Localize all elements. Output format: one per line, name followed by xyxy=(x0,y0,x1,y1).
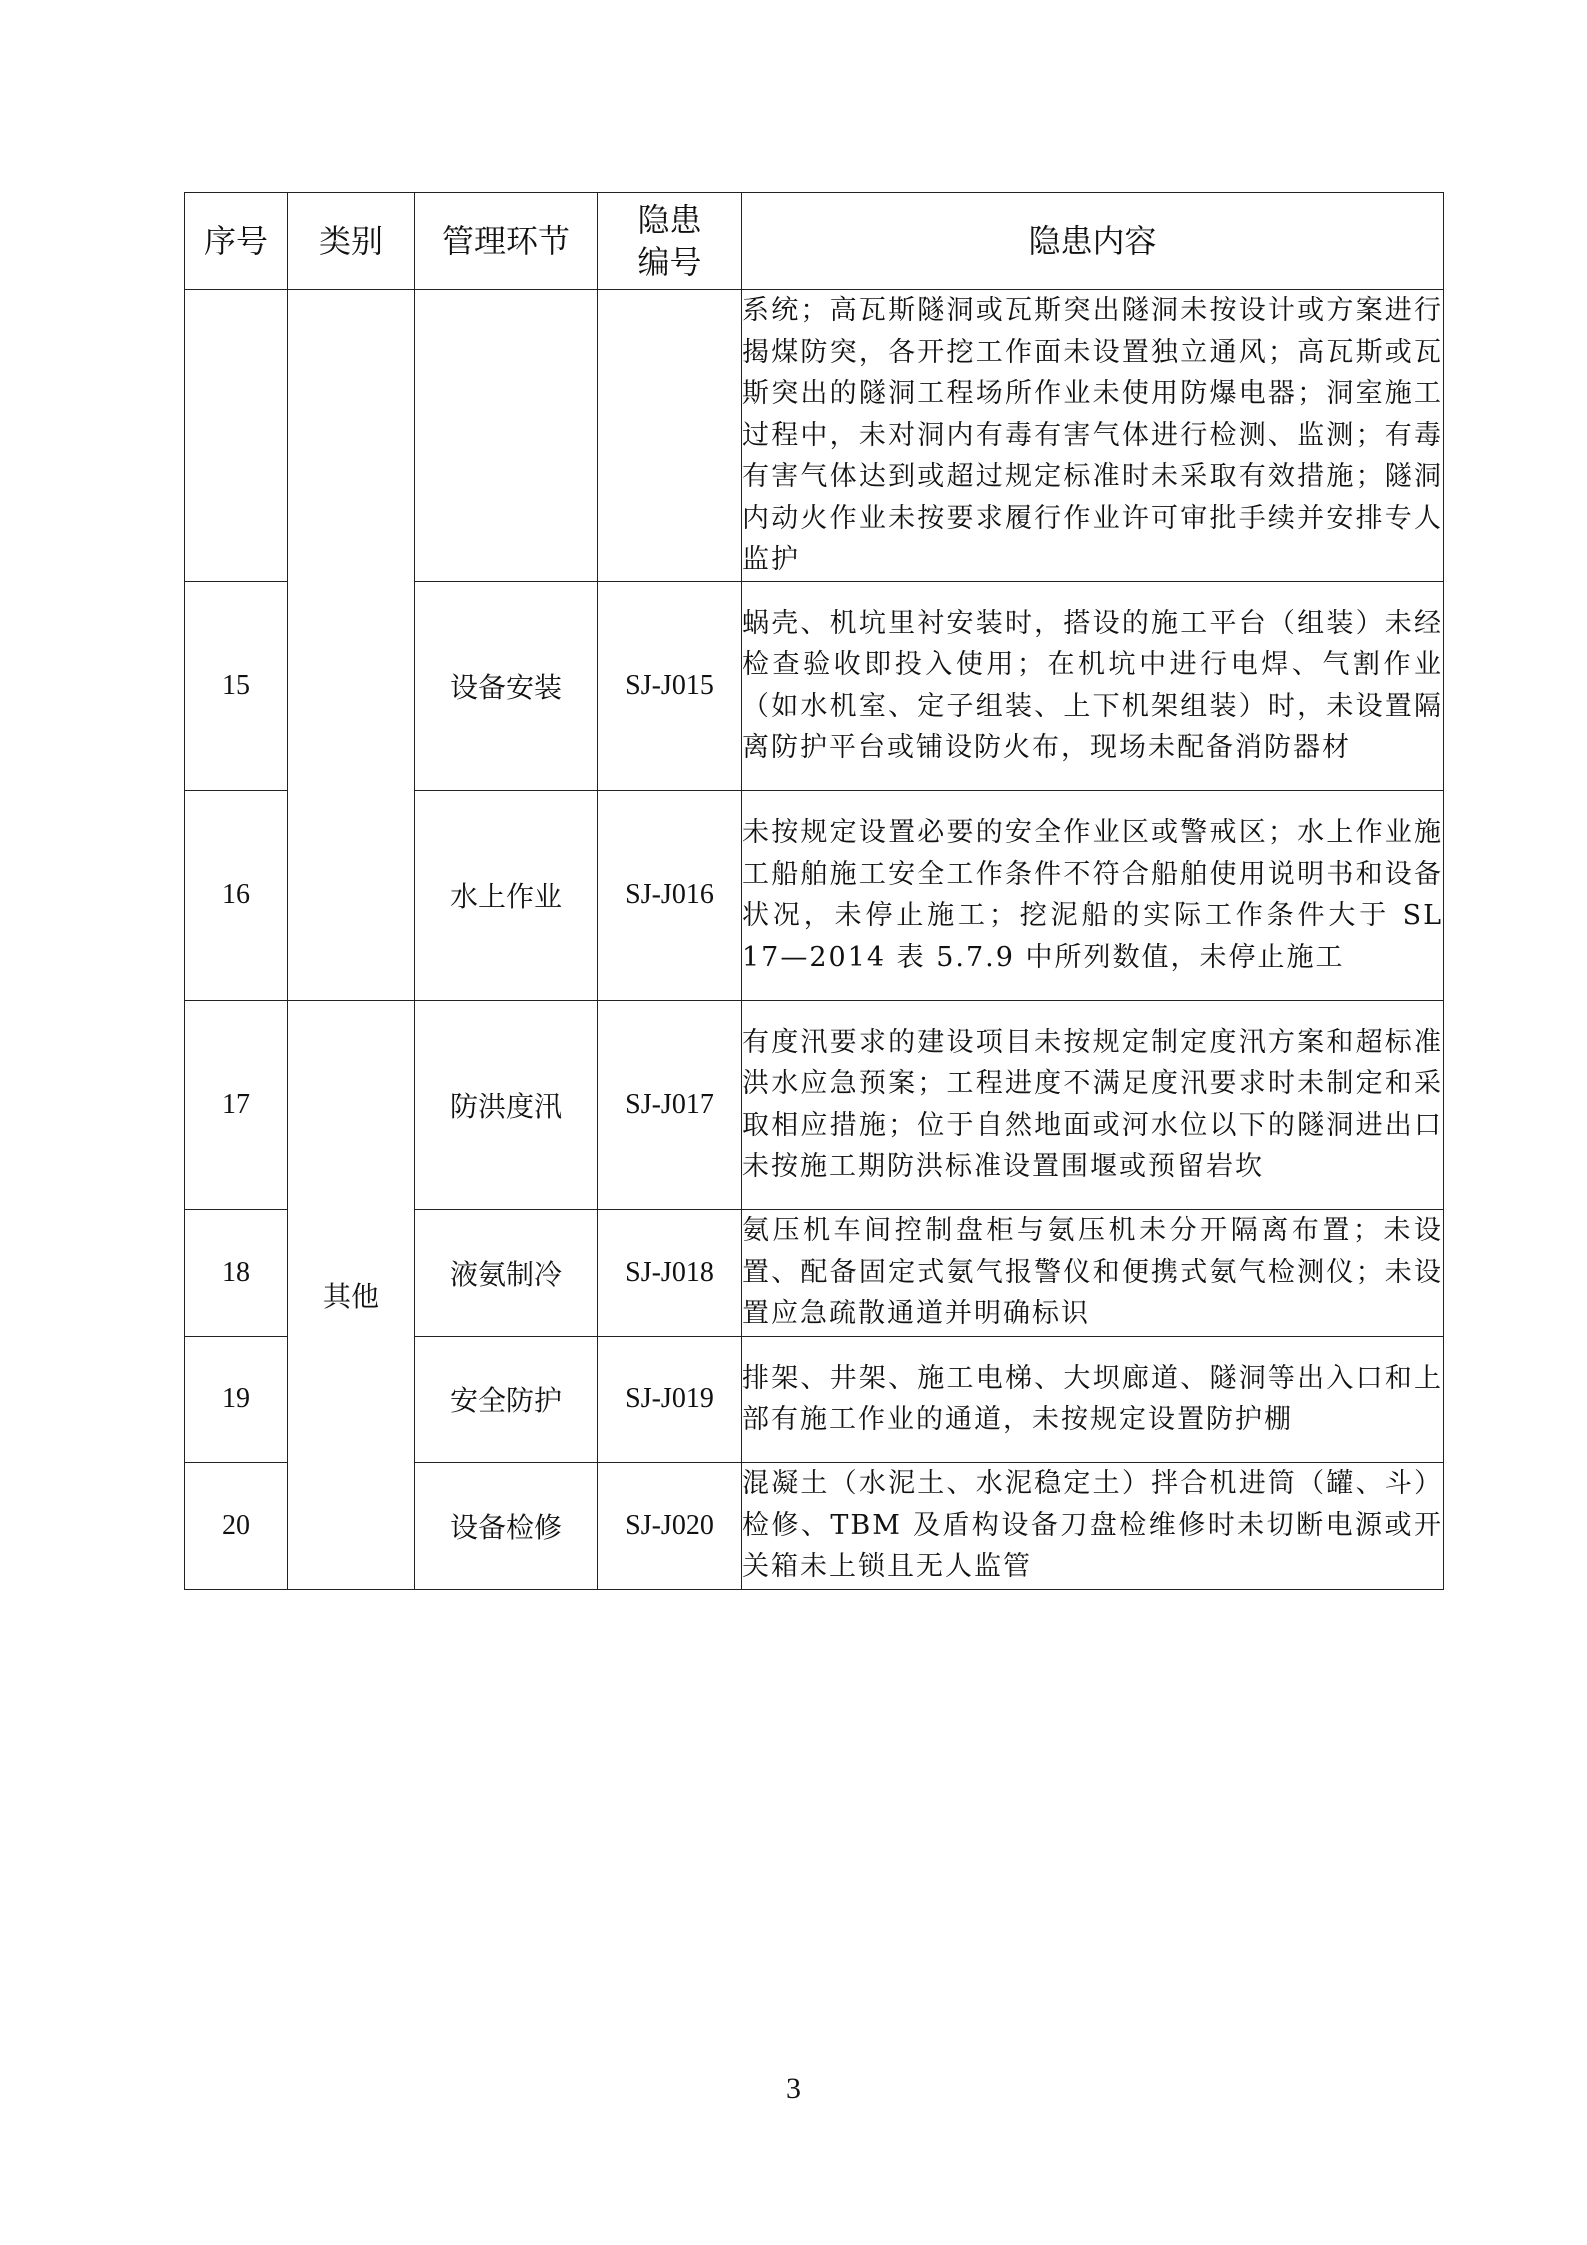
cell-code: SJ-J017 xyxy=(598,1000,742,1209)
cell-no: 16 xyxy=(185,790,288,1000)
cell-category-other: 其他 xyxy=(288,1000,415,1589)
cell-stage: 水上作业 xyxy=(415,790,598,1000)
cell-code: SJ-J016 xyxy=(598,790,742,1000)
page-number: 3 xyxy=(786,2072,801,2105)
header-stage: 管理环节 xyxy=(415,193,598,290)
header-code xyxy=(598,193,742,290)
header-no: 序号 xyxy=(185,193,288,290)
cell-no: 15 xyxy=(185,581,288,790)
cell-code: SJ-J018 xyxy=(598,1209,742,1336)
cell-content: 蜗壳、机坑里衬安装时，搭设的施工平台（组装）未经检查验收即投入使用；在机坑中进行电焊、气割作业（如水机室、定子组装、上下机架组装）时，未设置隔离防护平台或铺设防火布，现场未配备消防器材 xyxy=(742,581,1444,790)
cell-no: 19 xyxy=(185,1336,288,1462)
cell-stage: 设备检修 xyxy=(415,1462,598,1589)
header-code-line1: 隐患 xyxy=(637,201,702,239)
table-row-continued xyxy=(185,290,1444,582)
cell-no: 17 xyxy=(185,1000,288,1209)
cell-stage: 安全防护 xyxy=(415,1336,598,1462)
table-header-row xyxy=(185,193,1444,290)
cell-content: 有度汛要求的建设项目未按规定制定度汛方案和超标准洪水应急预案；工程进度不满足度汛要求时未制定和采取相应措施；位于自然地面或河水位以下的隧洞进出口未按施工期防洪标准设置围堰或预留岩坎 xyxy=(742,1000,1444,1209)
cell-code: SJ-J020 xyxy=(598,1462,742,1589)
cell-stage-continued xyxy=(415,290,598,582)
cell-stage: 防洪度汛 xyxy=(415,1000,598,1209)
cell-stage: 设备安装 xyxy=(415,581,598,790)
header-content: 隐患内容 xyxy=(742,193,1444,290)
cell-no-continued xyxy=(185,290,288,582)
cell-content: 混凝土（水泥土、水泥稳定土）拌合机进筒（罐、斗）检修、TBM 及盾构设备刀盘检维修时未切断电源或开关箱未上锁且无人监管 xyxy=(742,1462,1444,1589)
header-code-line2: 编号 xyxy=(637,243,702,281)
header-category: 类别 xyxy=(288,193,415,290)
cell-code-continued xyxy=(598,290,742,582)
cell-no: 18 xyxy=(185,1209,288,1336)
cell-code: SJ-J015 xyxy=(598,581,742,790)
cell-content-continued: 系统；高瓦斯隧洞或瓦斯突出隧洞未按设计或方案进行揭煤防突，各开挖工作面未设置独立通风；高瓦斯或瓦斯突出的隧洞工程场所作业未使用防爆电器；洞室施工过程中，未对洞内有毒有害气体进行检测、监测；有毒有害气体达到或超过规定标准时未采取有效措施；隧洞内动火作业未按要求履行作业许可审批手续并安排专人监护 xyxy=(742,290,1444,582)
hazard-table xyxy=(184,192,1444,1590)
cell-content: 排架、井架、施工电梯、大坝廊道、隧洞等出入口和上部有施工作业的通道，未按规定设置防护棚 xyxy=(742,1336,1444,1462)
cell-no: 20 xyxy=(185,1462,288,1589)
table-row xyxy=(185,1000,1444,1209)
cell-content: 氨压机车间控制盘柜与氨压机未分开隔离布置；未设置、配备固定式氨气报警仪和便携式氨气检测仪；未设置应急疏散通道并明确标识 xyxy=(742,1209,1444,1336)
cell-code: SJ-J019 xyxy=(598,1336,742,1462)
cell-content: 未按规定设置必要的安全作业区或警戒区；水上作业施工船舶施工安全工作条件不符合船舶使用说明书和设备状况，未停止施工；挖泥船的实际工作条件大于 SL 17—2014 表 5.7.9 中所列数值，未停止施工 xyxy=(742,790,1444,1000)
cell-category-continued xyxy=(288,290,415,1001)
cell-stage: 液氨制冷 xyxy=(415,1209,598,1336)
